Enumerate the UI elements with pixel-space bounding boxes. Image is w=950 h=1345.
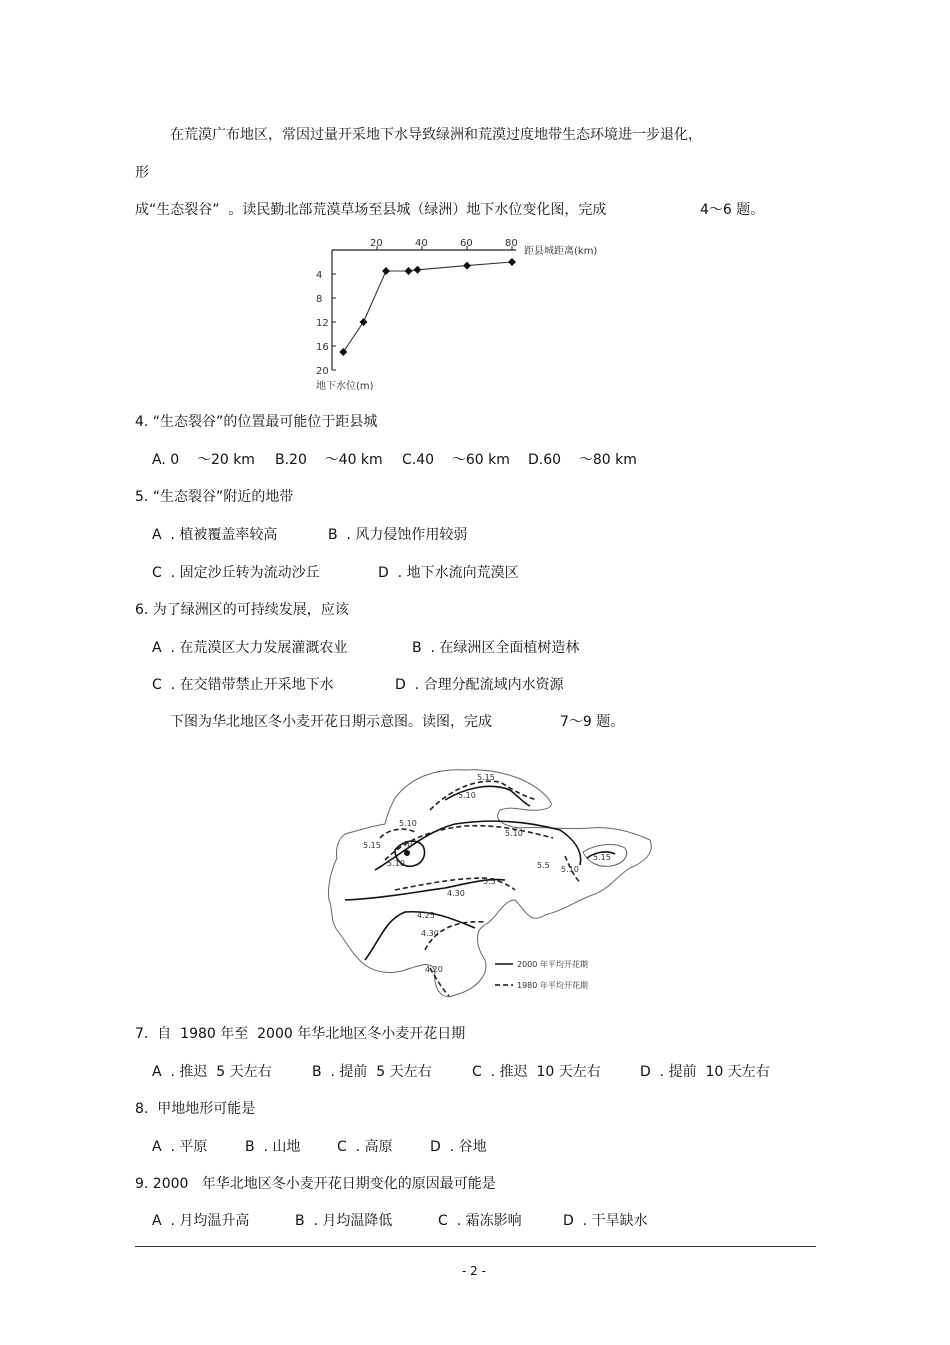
map-label: 4.20: [425, 965, 443, 974]
intro2-text: 下图为华北地区冬小麦开花日期示意图。读图，完成: [170, 714, 492, 730]
x-tick-label: 20: [370, 238, 383, 249]
map-label: 5.15: [477, 773, 495, 782]
data-point-marker: [339, 348, 347, 356]
q4-option-c[interactable]: C.40 ～60 km: [402, 452, 510, 468]
q9-option-d[interactable]: D . 干旱缺水: [563, 1213, 648, 1229]
intro2-question-range: 7～9 题。: [560, 714, 625, 730]
data-point-marker: [508, 258, 516, 266]
map-label: 5.15: [363, 841, 381, 850]
y-tick-label: 12: [316, 318, 329, 329]
map-label: 4.25: [417, 911, 435, 920]
y-tick-label: 20: [316, 366, 329, 377]
intro-question-range: 4～6 题。: [700, 202, 765, 218]
legend-solid-label: 2000 年平均开花期: [517, 960, 588, 969]
map-label: 5.5: [483, 877, 496, 886]
q4-option-a[interactable]: A. 0 ～20 km: [152, 452, 255, 468]
q8-option-a[interactable]: A . 平原: [152, 1139, 208, 1155]
data-point-marker: [405, 267, 413, 275]
q6-option-a[interactable]: A . 在荒漠区大力发展灌溉农业: [152, 640, 348, 656]
q9-stem: 9. 2000 年华北地区冬小麦开花日期变化的原因最可能是: [135, 1176, 496, 1192]
q4-stem: 4. “生态裂谷”的位置最可能位于距县城: [135, 414, 378, 430]
map-label: 5.10: [458, 791, 476, 800]
q7-option-b[interactable]: B . 提前 5 天左右: [312, 1064, 432, 1080]
map-legend: [495, 959, 588, 990]
q8-option-d[interactable]: D . 谷地: [430, 1139, 487, 1155]
x-axis-label: 距县城距离(km): [524, 246, 598, 257]
groundwater-chart: [310, 236, 640, 396]
map-label: 4.30: [447, 889, 465, 898]
q6-option-b[interactable]: B . 在绿洲区全面植树造林: [412, 640, 580, 656]
data-point-marker: [414, 266, 422, 274]
q6-option-c[interactable]: C . 在交错带禁止开采地下水: [152, 677, 334, 693]
q6-option-d[interactable]: D . 合理分配流域内水资源: [395, 677, 564, 693]
map-label: 5.15: [593, 853, 611, 862]
x-tick-label: 60: [460, 238, 473, 249]
map-label: 5.10: [399, 819, 417, 828]
y-tick-label: 8: [316, 294, 323, 305]
q4-option-b[interactable]: B.20 ～40 km: [275, 452, 383, 468]
intro-line-2: 形: [135, 165, 149, 181]
q7-stem: 7. 自 1980 年至 2000 年华北地区冬小麦开花日期: [135, 1026, 466, 1042]
map-label: 5.10: [561, 865, 579, 874]
q7-option-d[interactable]: D . 提前 10 天左右: [640, 1064, 770, 1080]
q9-option-c[interactable]: C . 霜冻影响: [438, 1213, 522, 1229]
q8-stem: 8. 甲地地形可能是: [135, 1101, 256, 1117]
map-label: 4.30: [421, 929, 439, 938]
x-tick-label: 40: [415, 238, 428, 249]
map-label: 5.10: [505, 829, 523, 838]
y-tick-label: 16: [316, 342, 329, 353]
jia-label: 甲: [404, 841, 414, 851]
q9-option-b[interactable]: B . 月均温降低: [295, 1213, 393, 1229]
q6-stem: 6. 为了绿洲区的可持续发展，应该: [135, 602, 349, 618]
page-number: - 2 -: [462, 1264, 486, 1278]
north-china-flowering-map: [325, 760, 655, 1005]
map-label: 5.10: [387, 859, 405, 868]
q4-option-d[interactable]: D.60 ～80 km: [528, 452, 637, 468]
map-label: 5.5: [537, 861, 550, 870]
legend-dashed-label: 1980 年平均开花期: [517, 981, 588, 990]
x-tick-label: 80: [505, 238, 518, 249]
footer-divider: [135, 1246, 816, 1247]
data-point-marker: [463, 262, 471, 270]
intro-line-1: 在荒漠广布地区，常因过量开采地下水导致绿洲和荒漠过度地带生态环境进一步退化，: [170, 127, 702, 143]
data-point-marker: [360, 318, 368, 326]
q5-option-c[interactable]: C . 固定沙丘转为流动沙丘: [152, 565, 320, 581]
data-point-marker: [382, 267, 390, 275]
y-tick-label: 4: [316, 270, 323, 281]
q8-option-b[interactable]: B . 山地: [245, 1139, 301, 1155]
q7-option-c[interactable]: C . 推迟 10 天左右: [472, 1064, 601, 1080]
q7-option-a[interactable]: A . 推迟 5 天左右: [152, 1064, 272, 1080]
intro-line-3: 成“生态裂谷” 。读民勤北部荒漠草场至县城（绿洲）地下水位变化图，完成: [135, 202, 607, 218]
q5-option-d[interactable]: D . 地下水流向荒漠区: [378, 565, 519, 581]
q5-option-b[interactable]: B . 风力侵蚀作用较弱: [328, 527, 468, 543]
groundwater-series-line: [343, 262, 512, 352]
q5-stem: 5. “生态裂谷”附近的地带: [135, 489, 294, 505]
q5-option-a[interactable]: A . 植被覆盖率较高: [152, 527, 278, 543]
q9-option-a[interactable]: A . 月均温升高: [152, 1213, 250, 1229]
y-axis-label: 地下水位(m): [316, 381, 374, 392]
q8-option-c[interactable]: C . 高原: [337, 1139, 393, 1155]
